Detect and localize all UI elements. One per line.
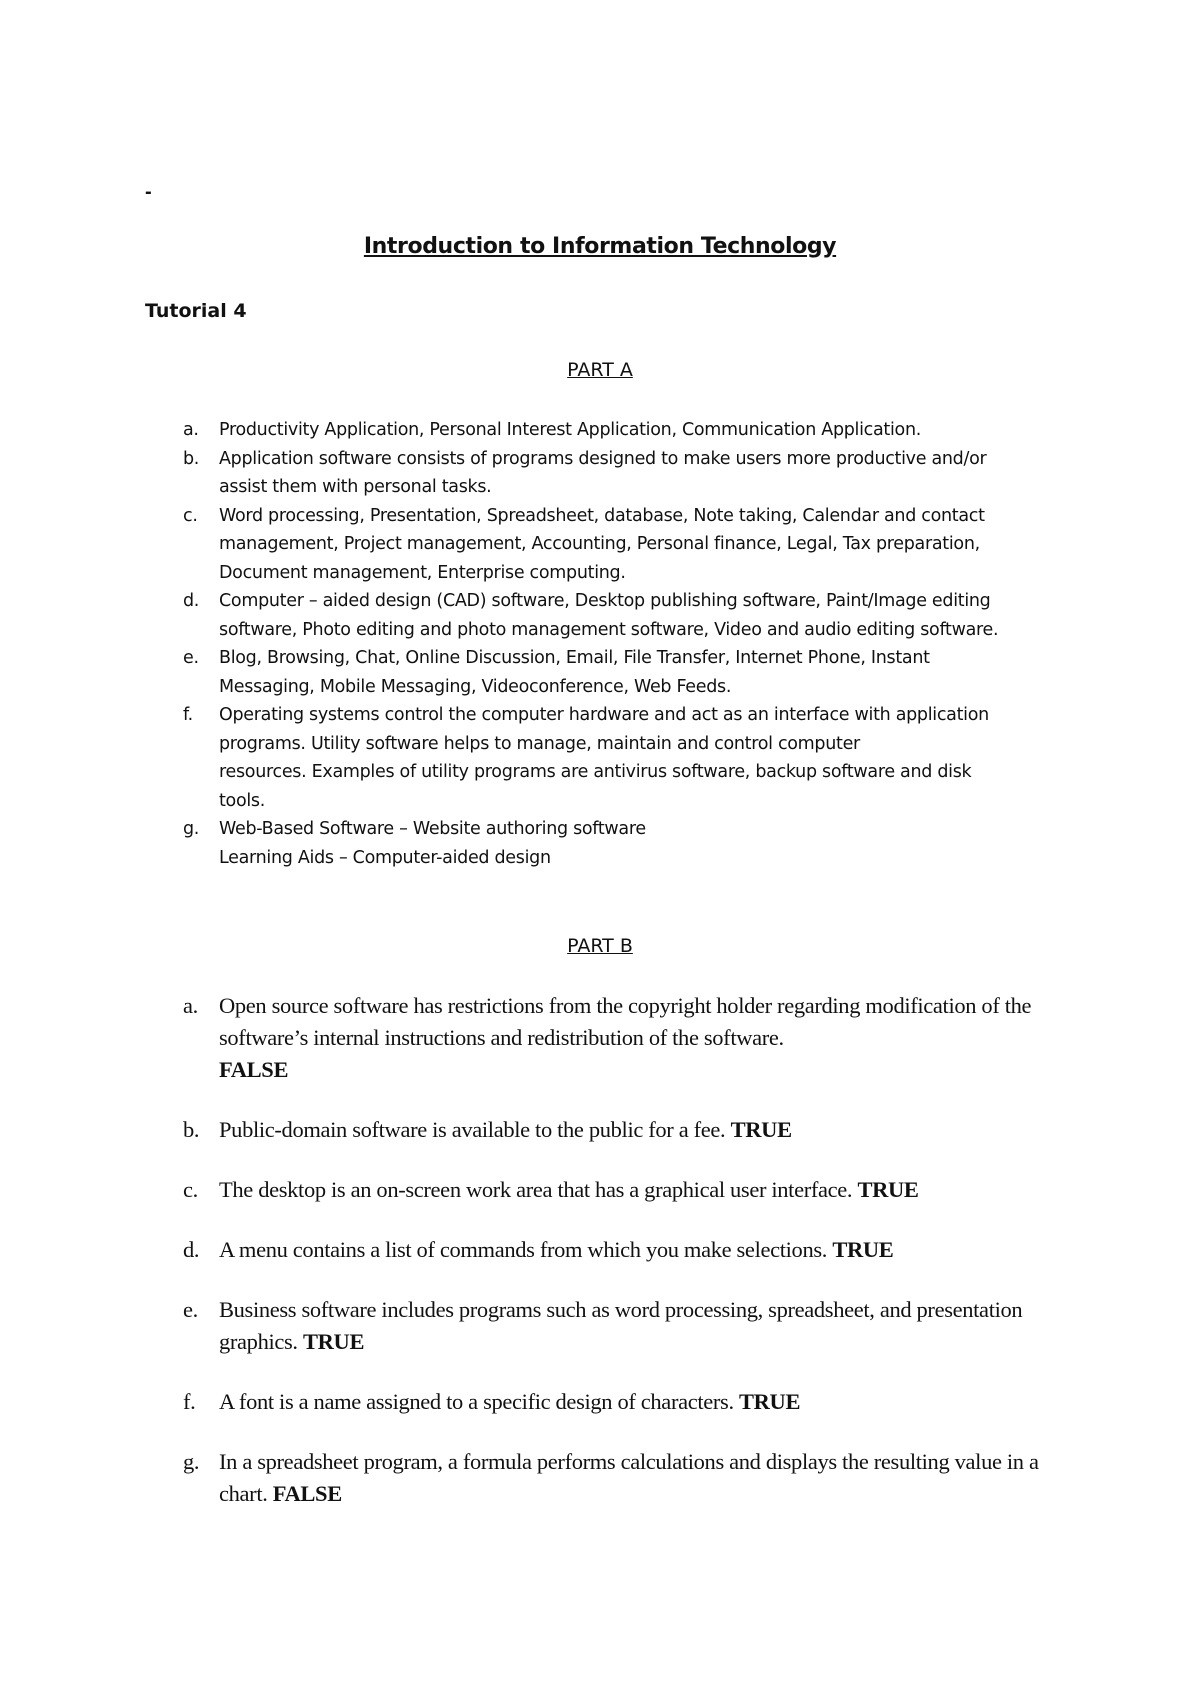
statement-text: A font is a name assigned to a specific design of characters.	[219, 1389, 734, 1414]
answer-text-line: Word processing, Presentation, Spreadsheet, database, Note taking, Calendar and contact	[219, 505, 985, 526]
part-a-item	[0, 815, 1200, 872]
list-marker: d.	[183, 1237, 200, 1262]
answer-text-line: Blog, Browsing, Chat, Online Discussion, Email, File Transfer, Internet Phone, Instant	[219, 648, 930, 668]
true-false-answer: TRUE	[730, 1117, 792, 1142]
part-a-item	[0, 445, 1200, 502]
list-marker: d.	[183, 591, 200, 611]
part-a-item	[0, 502, 1200, 588]
answer-text-line: management, Project management, Accounting, Personal finance, Legal, Tax preparation,	[219, 534, 980, 554]
true-false-answer: FALSE	[219, 1057, 289, 1082]
answer-text-line: Computer – aided design (CAD) software, Desktop publishing software, Paint/Image editing	[219, 591, 991, 611]
leading-dash: -	[145, 181, 152, 203]
statement-text: Public-domain software is available to the public for a fee.	[219, 1117, 726, 1142]
list-marker: e.	[183, 648, 199, 668]
list-marker: a.	[183, 420, 199, 440]
answer-text-line: Learning Aids – Computer-aided design	[219, 847, 551, 868]
list-marker: a.	[183, 993, 198, 1018]
part-a-item	[0, 416, 1200, 445]
part-b-item	[0, 1114, 1200, 1146]
part-b-item	[0, 1386, 1200, 1418]
true-false-answer: TRUE	[739, 1389, 801, 1414]
answer-text-line: Messaging, Mobile Messaging, Videoconference, Web Feeds.	[219, 676, 732, 697]
part-b-item	[0, 1234, 1200, 1266]
part-a-item	[0, 701, 1200, 815]
statement-text: A menu contains a list of commands from which you make selections.	[219, 1237, 828, 1262]
list-marker: e.	[183, 1297, 198, 1322]
part-b-item	[0, 1446, 1200, 1510]
true-false-answer: TRUE	[832, 1237, 894, 1262]
true-false-answer: FALSE	[272, 1481, 342, 1506]
list-marker: c.	[183, 1177, 198, 1202]
answer-text-line: Productivity Application, Personal Interest Application, Communication Application.	[219, 420, 922, 440]
statement-text: Open source software has restrictions from the copyright holder regarding modification of the software’s internal instructions and redistribution of the software.	[219, 993, 1032, 1050]
answer-text-line: Document management, Enterprise computing.	[219, 562, 626, 583]
true-false-answer: TRUE	[302, 1329, 365, 1354]
answer-text-line: tools.	[219, 790, 266, 811]
part-b-statement-list	[0, 990, 1200, 1538]
list-marker: f.	[183, 705, 193, 725]
list-marker: c.	[183, 505, 198, 526]
answer-text-line: Application software consists of programs designed to make users more productive and/or	[219, 448, 987, 469]
part-b-item	[0, 1294, 1200, 1358]
statement-text: The desktop is an on-screen work area that has a graphical user interface.	[219, 1177, 853, 1202]
part-b-item	[0, 1174, 1200, 1206]
list-marker: b.	[183, 1117, 200, 1142]
list-marker: g.	[183, 819, 200, 839]
statement-text: In a spreadsheet program, a formula performs calculations and displays the resulting value in a chart.	[219, 1449, 1039, 1506]
part-b-heading: PART B	[567, 935, 633, 957]
answer-text-line: Web-Based Software – Website authoring software	[219, 819, 646, 839]
part-a-item	[0, 644, 1200, 701]
answer-text-line: software, Photo editing and photo management software, Video and audio editing software.	[219, 619, 999, 640]
part-a-heading: PART A	[567, 359, 633, 381]
answer-text-line: programs. Utility software helps to manage, maintain and control computer	[219, 733, 860, 754]
list-marker: f.	[183, 1389, 196, 1414]
tutorial-label: Tutorial 4	[145, 300, 247, 322]
answer-text-line: resources. Examples of utility programs are antivirus software, backup software and disk	[219, 762, 972, 782]
answer-text-line: assist them with personal tasks.	[219, 477, 492, 497]
true-false-answer: TRUE	[857, 1177, 919, 1202]
part-a-item	[0, 587, 1200, 644]
document-title: Introduction to Information Technology	[363, 234, 837, 259]
answer-text-line: Operating systems control the computer hardware and act as an interface with application	[219, 705, 989, 725]
list-marker: b.	[183, 448, 200, 469]
part-b-item	[0, 990, 1200, 1086]
statement-text: Business software includes programs such as word processing, spreadsheet, and presentation graphics.	[219, 1297, 1023, 1354]
list-marker: g.	[183, 1449, 200, 1474]
part-a-answer-list	[0, 416, 1200, 872]
